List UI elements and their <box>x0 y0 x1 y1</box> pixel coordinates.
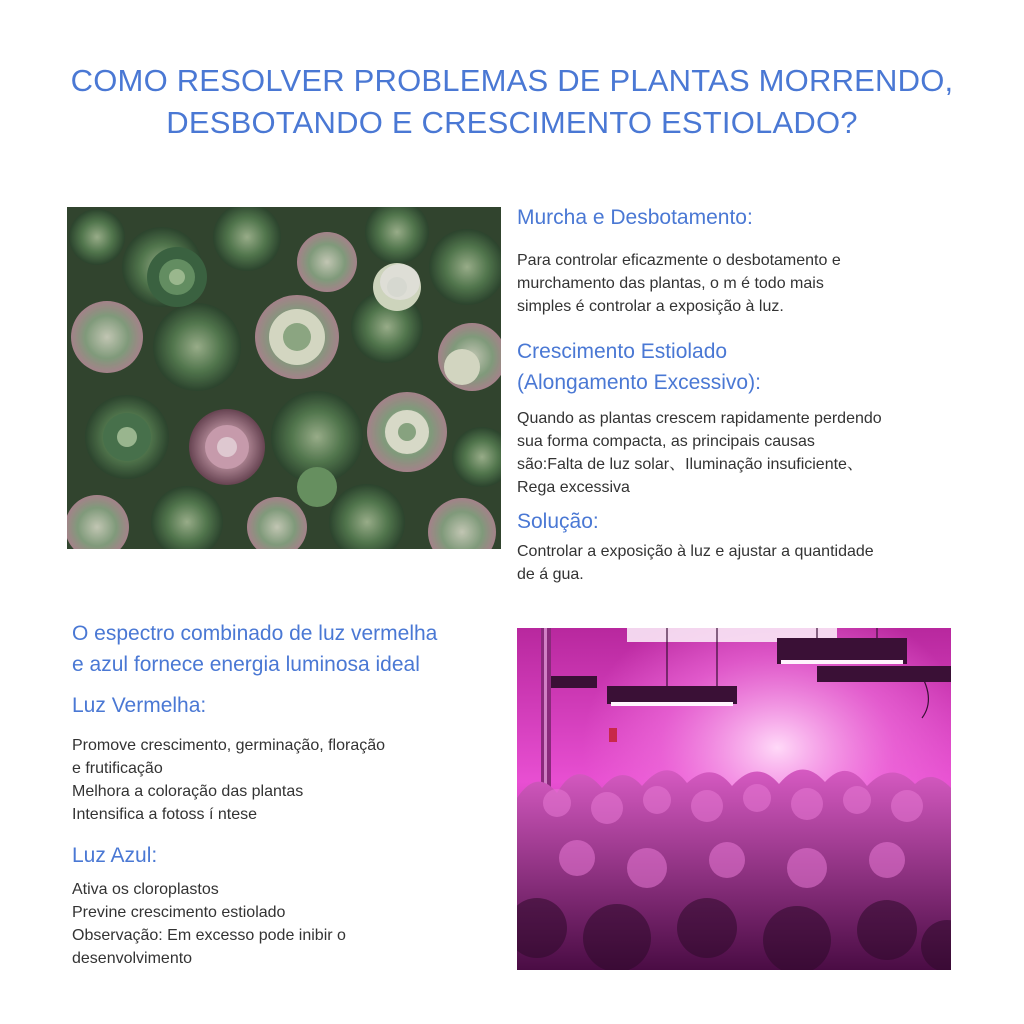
etiolated-text-line: são:Falta de luz solar、Iluminação insuficiente、 <box>517 456 863 473</box>
red-light-heading: Luz Vermelha: <box>72 694 207 717</box>
blue-light-text-line: Previne crescimento estiolado <box>72 904 286 921</box>
blue-light-text-line: Ativa os cloroplastos <box>72 881 219 898</box>
etiolated-text-line: sua forma compacta, as principais causas <box>517 433 815 450</box>
solution-text-line: de á gua. <box>517 566 584 583</box>
solution-heading: Solução: <box>517 510 599 533</box>
red-light-text-line: e frutificação <box>72 760 163 777</box>
grow-light-room-photo <box>517 628 951 970</box>
red-light-text-line: Intensifica a fotoss í ntese <box>72 806 257 823</box>
wilting-text-line: simples é controlar a exposição à luz. <box>517 298 784 315</box>
wilting-text <box>517 249 841 318</box>
etiolated-text <box>517 407 882 499</box>
page-title-line-2: DESBOTANDO E CRESCIMENTO ESTIOLADO? <box>166 105 858 140</box>
page-title-line-1: COMO RESOLVER PROBLEMAS DE PLANTAS MORRENDO, <box>70 63 954 98</box>
wilting-heading: Murcha e Desbotamento: <box>517 206 753 229</box>
etiolated-heading-line-2: (Alongamento Excessivo): <box>517 371 761 394</box>
grow-room-illustration <box>517 628 951 970</box>
etiolated-text-line: Quando as plantas crescem rapidamente perdendo <box>517 410 882 427</box>
wilting-text-line: Para controlar eficazmente o desbotamento e <box>517 252 841 269</box>
solution-text <box>517 540 874 586</box>
succulents-photo <box>67 207 501 549</box>
red-light-text-line: Promove crescimento, germinação, floração <box>72 737 386 754</box>
spectrum-heading-line-1: O espectro combinado de luz vermelha <box>72 622 438 645</box>
blue-light-text-line: desenvolvimento <box>72 950 193 967</box>
solution-text-line: Controlar a exposição à luz e ajustar a quantidade <box>517 543 874 560</box>
succulents-illustration <box>67 207 501 549</box>
blue-light-text <box>72 878 346 970</box>
etiolated-text-line: Rega excessiva <box>517 479 630 496</box>
red-light-text-line: Melhora a coloração das plantas <box>72 783 304 800</box>
etiolated-heading <box>517 336 761 398</box>
page-title <box>0 60 1024 144</box>
etiolated-heading-line-1: Crescimento Estiolado <box>517 340 728 363</box>
spectrum-heading <box>72 618 437 680</box>
wilting-text-line: murchamento das plantas, o m é todo mais <box>517 275 824 292</box>
blue-light-heading: Luz Azul: <box>72 844 158 867</box>
spectrum-heading-line-2: e azul fornece energia luminosa ideal <box>72 653 420 676</box>
red-light-text <box>72 734 385 826</box>
blue-light-text-line: Observação: Em excesso pode inibir o <box>72 927 346 944</box>
